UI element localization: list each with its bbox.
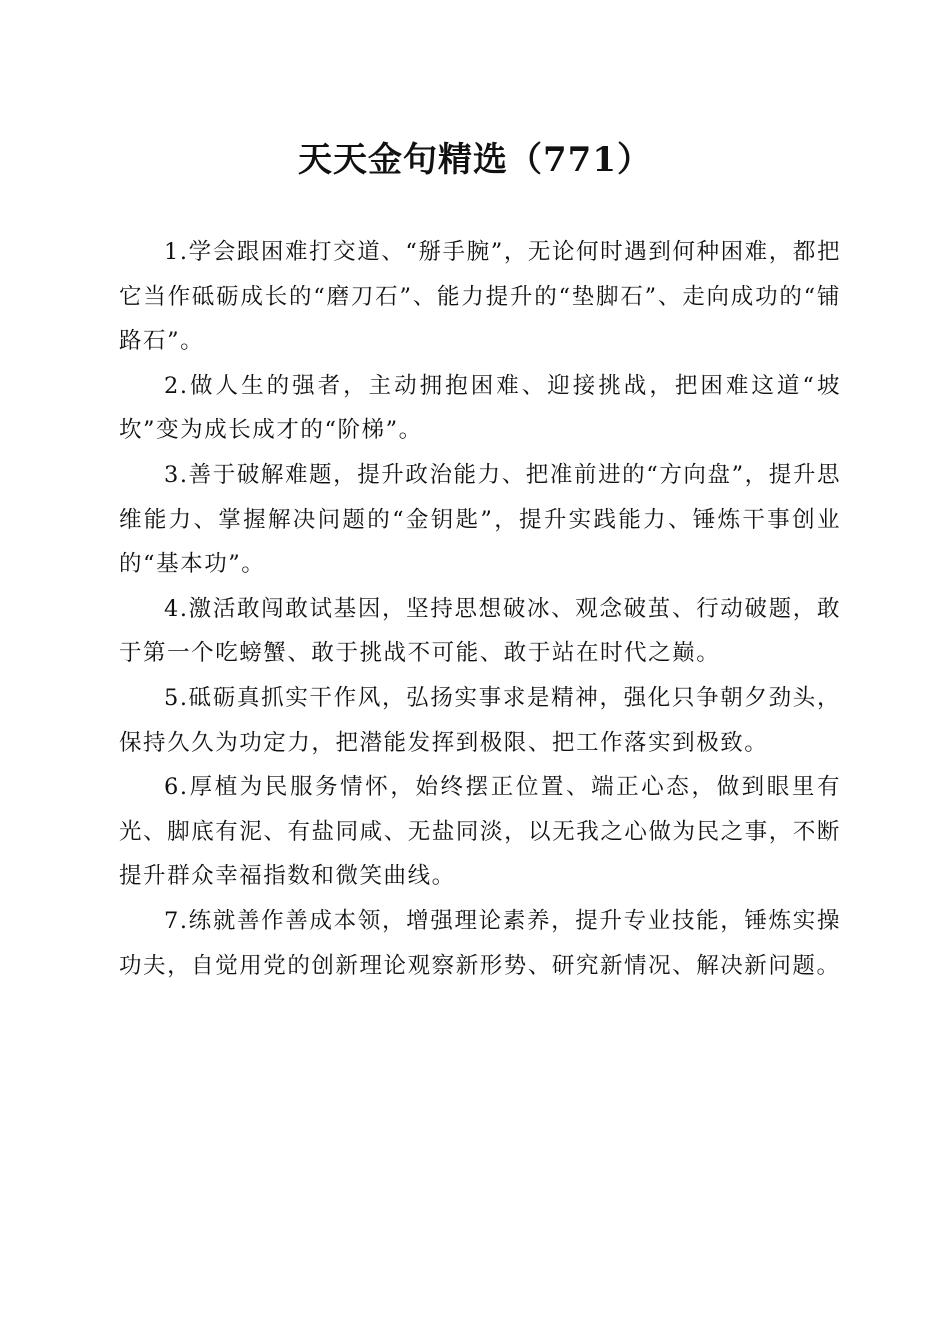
paragraph-2: 2.做人生的强者，主动拥抱困难、迎接挑战，把困难这道“坡坎”变为成长成才的“阶梯”。 xyxy=(119,372,841,444)
document-body xyxy=(119,230,841,988)
paragraph-1: 1.学会跟困难打交道、“掰手腕”，无论何时遇到何种困难，都把它当作砥砺成长的“磨刀石”、能力提升的“垫脚石”、走向成功的“铺路石”。 xyxy=(119,239,841,355)
paragraph-5: 5.砥砺真抓实干作风，弘扬实事求是精神，强化只争朝夕劲头，保持久久为功定力，把潜能发挥到极限、把工作落实到极致。 xyxy=(119,684,841,756)
paragraph-4: 4.激活敢闯敢试基因，坚持思想破冰、观念破茧、行动破题，敢于第一个吃螃蟹、敢于挑战不可能、敢于站在时代之巅。 xyxy=(119,595,841,667)
document-title: 天天金句精选（771） xyxy=(298,140,652,180)
paragraph-3: 3.善于破解难题，提升政治能力、把准前进的“方向盘”，提升思维能力、掌握解决问题的“金钥匙”，提升实践能力、锤炼干事创业的“基本功”。 xyxy=(119,461,841,578)
paragraph-7: 7.练就善作善成本领，增强理论素养，提升专业技能，锤炼实操功夫，自觉用党的创新理论观察新形势、研究新情况、解决新问题。 xyxy=(119,907,841,979)
paragraph-6: 6.厚植为民服务情怀，始终摆正位置、端正心态，做到眼里有光、脚底有泥、有盐同咸、无盐同淡，以无我之心做为民之事，不断提升群众幸福指数和微笑曲线。 xyxy=(119,774,841,890)
